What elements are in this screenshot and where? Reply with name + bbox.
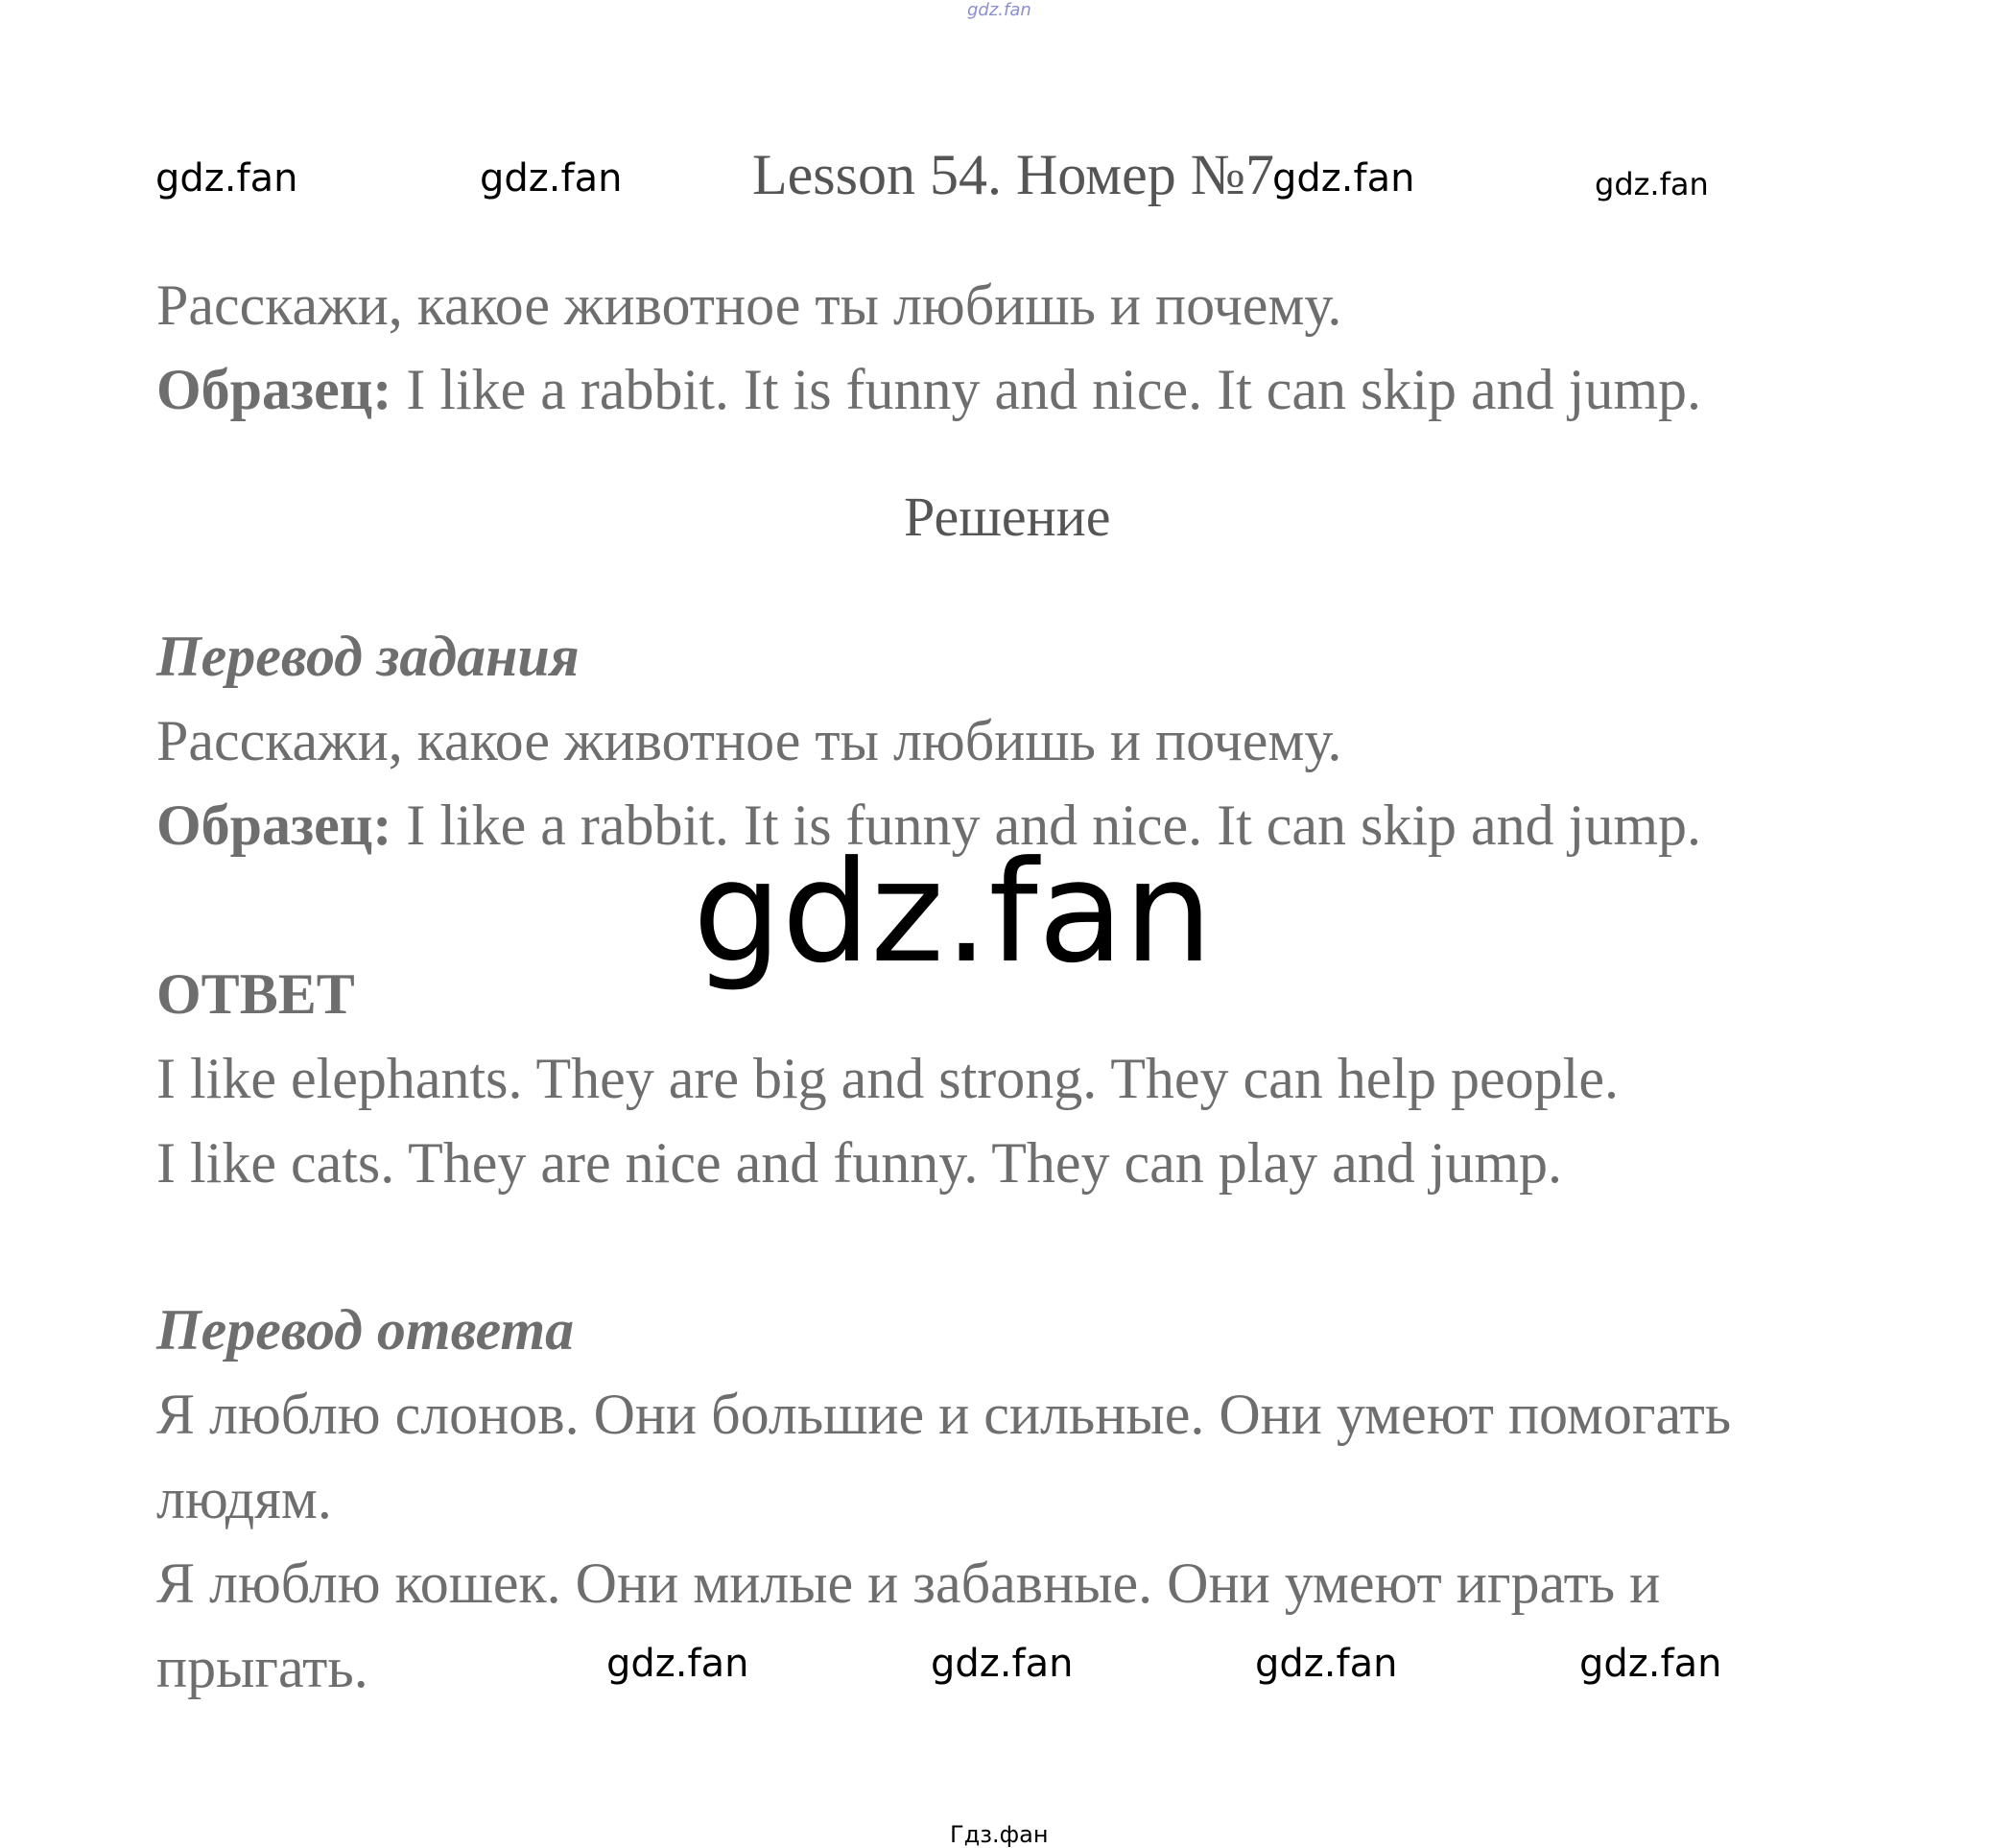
translation-task-text: Расскажи, какое животное ты любишь и почему. xyxy=(156,709,1342,772)
watermark: gdz.fan xyxy=(1255,1642,1398,1686)
translation-answer-heading: Перевод ответа xyxy=(156,1298,575,1362)
page-title: Lesson 54. Номер №7 xyxy=(752,143,1275,206)
watermark: gdz.fan xyxy=(1579,1642,1722,1686)
top-watermark: gdz.fan xyxy=(967,0,1031,20)
task-sample xyxy=(156,358,1701,421)
watermark: gdz.fan xyxy=(606,1642,749,1686)
translation-task-heading: Перевод задания xyxy=(156,625,580,688)
answer-heading: ОТВЕТ xyxy=(156,962,355,1026)
task-text: Расскажи, какое животное ты любишь и почему. xyxy=(156,273,1342,337)
watermark: gdz.fan xyxy=(1595,166,1709,202)
translation-answer-line: Я люблю слонов. Они большие и сильные. Они умеют помогать xyxy=(156,1383,1732,1446)
sample-label: Образец: xyxy=(156,794,392,857)
solution-heading: Решение xyxy=(904,486,1111,548)
watermark: gdz.fan xyxy=(1272,156,1415,201)
answer-line: I like elephants. They are big and strong. They can help people. xyxy=(156,1047,1619,1110)
answer-line: I like cats. They are nice and funny. They can play and jump. xyxy=(156,1131,1563,1195)
watermark: gdz.fan xyxy=(480,156,623,201)
sample-text: I like a rabbit. It is funny and nice. It can skip and jump. xyxy=(391,358,1701,421)
sample-label: Образец: xyxy=(156,358,392,421)
footer-watermark: Гдз.фан xyxy=(950,1821,1049,1848)
big-watermark: gdz.fan xyxy=(693,831,1213,994)
watermark: gdz.fan xyxy=(931,1642,1074,1686)
sample-text: I like a rabbit. It is funny and nice. It can skip and jump. xyxy=(391,794,1701,857)
translation-answer-line: Я люблю кошек. Они милые и забавные. Они умеют играть и xyxy=(156,1552,1661,1615)
translation-answer-line: прыгать. xyxy=(156,1636,368,1699)
watermark: gdz.fan xyxy=(155,156,298,201)
translation-answer-line: людям. xyxy=(156,1467,332,1530)
